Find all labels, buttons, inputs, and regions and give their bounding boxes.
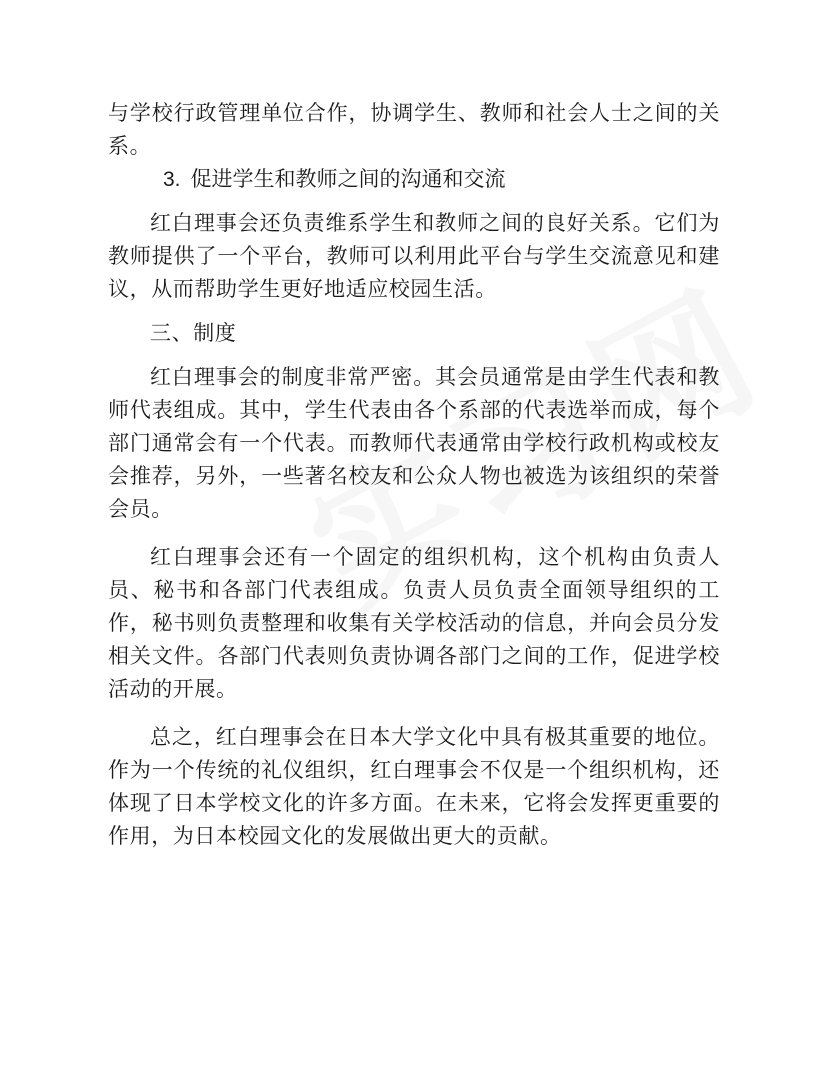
subheading-3 <box>108 163 720 196</box>
subheading-number: 3. <box>163 168 181 191</box>
paragraph-communication: 红白理事会还负责维系学生和教师之间的良好关系。它们为教师提供了一个平台，教师可以利用此平台与学生交流意见和建议，从而帮助学生更好地适应校园生活。 <box>108 211 720 301</box>
paragraph-organization: 红白理事会还有一个固定的组织机构，这个机构由负责人员、秘书和各部门代表组成。负责人员负责全面领导组织的工作，秘书则负责整理和收集有关学校活动的信息，并向会员分发相关文件。各部门代表则负责协调各部门之间的工作，促进学校活动的开展。 <box>108 545 720 701</box>
paragraph-conclusion: 总之，红白理事会在日本大学文化中具有极其重要的地位。作为一个传统的礼仪组织，红白理事会不仅是一个组织机构，还体现了日本学校文化的许多方面。在未来，它将会发挥更重要的作用，为日本校园文化的发展做出更大的贡献。 <box>108 725 720 848</box>
paragraph-continuation: 与学校行政管理单位合作，协调学生、教师和社会人士之间的关系。 <box>108 101 720 158</box>
subheading-text: 促进学生和教师之间的沟通和交流 <box>190 167 506 191</box>
section-heading-system: 三、制度 <box>150 321 237 345</box>
document-body <box>108 97 720 853</box>
paragraph-system: 红白理事会的制度非常严密。其会员通常是由学生代表和教师代表组成。其中，学生代表由各个系部的代表选举而成，每个部门通常会有一个代表。而教师代表通常由学校行政机构或校友会推荐，另外，一些著名校友和公众人物也被选为该组织的荣誉会员。 <box>108 365 720 521</box>
